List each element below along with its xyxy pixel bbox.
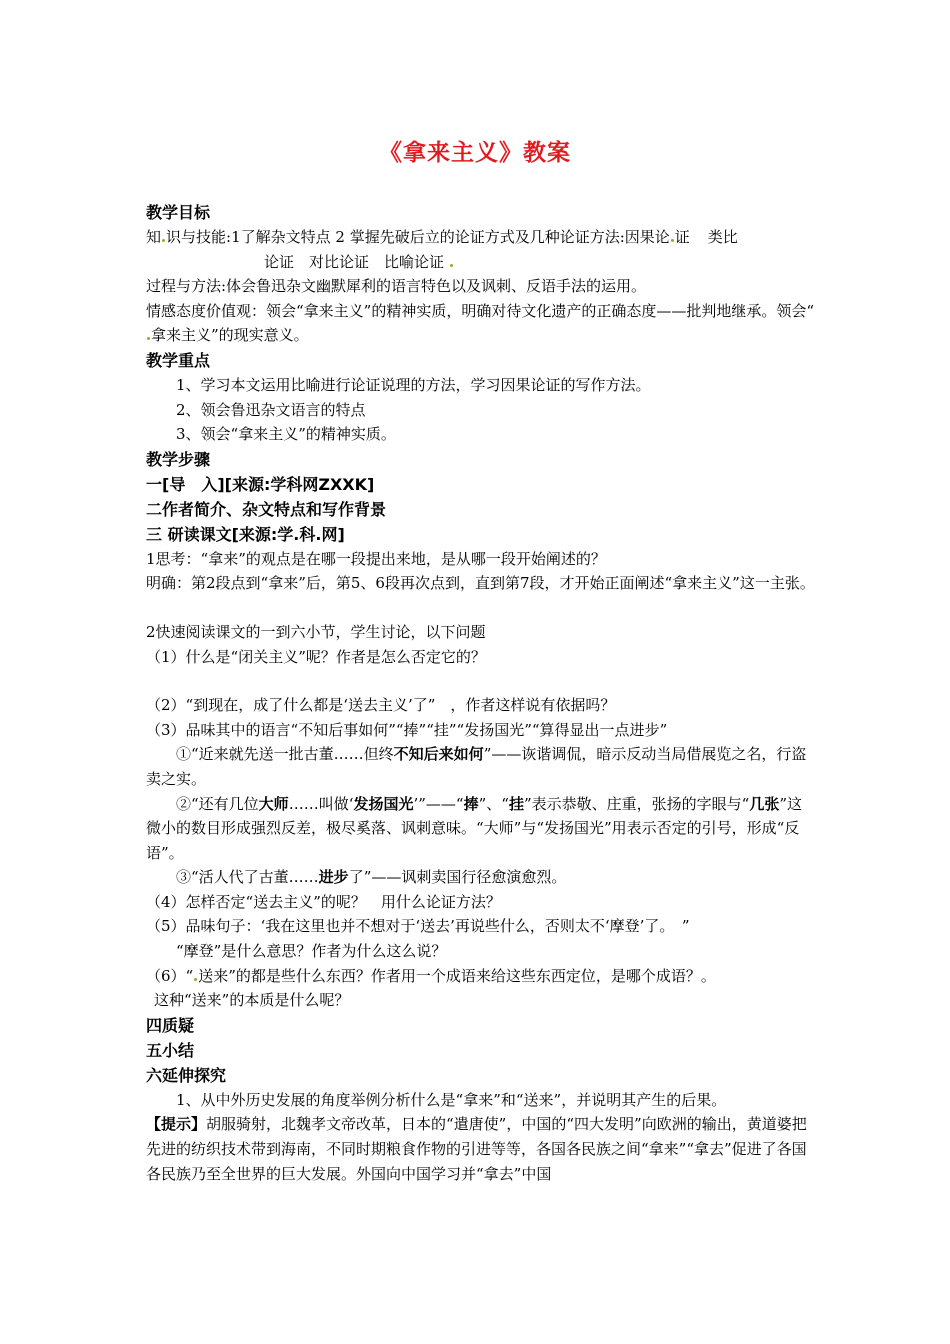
question-1: 1思考：“拿来”的观点是在哪一段提出来地，是从哪一段开始阐述的？ (146, 549, 606, 568)
bold-span: 发扬国光 (353, 794, 414, 813)
objective-knowledge (146, 225, 816, 250)
text-span: ”——诙谐调侃，暗示反动当局借展览之名，行盗卖之实。 (146, 745, 807, 788)
text-span: 了”——讽刺卖国行径愈演愈烈。 (348, 868, 567, 887)
marker-dot (194, 978, 197, 981)
text-span: 类比 (707, 228, 738, 246)
sub-question-6-cont: 这种“送来”的本质是什么呢？ (154, 991, 350, 1010)
answer-1: 明确：第2段点到“拿来”后，第5、6段再次点到，直到第7段，才开始正面阐述“拿来主义”这一主张。 (146, 574, 815, 593)
text-span: ”这微小的数目形成强烈反差，极尽奚落、讽刺意味。“大师”与“发扬国光”用表示否定的引号，形成“反语”。 (146, 794, 802, 862)
text-span: ③“活人代了古董…… (176, 868, 319, 887)
keypoint-item: 1、学习本文运用比喻进行论证说理的方法，学习因果论证的写作方法。 (176, 375, 651, 394)
step-reading: 三 研读课文[来源:学.科.网] (146, 524, 345, 544)
marker-dot (162, 239, 165, 242)
text-span: 证 (674, 228, 690, 246)
document-title: 《拿来主义》教案 (379, 140, 571, 166)
text-span: ”、“ (478, 794, 509, 813)
sub-question-5: （5）品味句子：‘我在这里也并不想对于‘送去’再说些什么，否则太不‘摩登’了。 ” (146, 917, 690, 936)
section-heading-keypoints: 教学重点 (146, 350, 211, 370)
keypoint-item: 3、领会“拿来主义”的精神实质。 (176, 425, 396, 444)
text-span: 送来”的都是些什么东西？作者用一个成语来给这些东西定位，是哪个成语？。 (198, 966, 716, 985)
step-questions: 四质疑 (146, 1015, 195, 1035)
extension-tip (146, 1112, 816, 1186)
text-span: 拿来主义”的现实意义。 (151, 326, 309, 345)
step-summary: 五小结 (146, 1040, 195, 1060)
step-intro: 一[导 入][来源:学科网ZXXK] (146, 474, 375, 494)
text-span: ……叫做‘ (288, 794, 354, 813)
keypoint-item: 2、领会鲁迅杂文语言的特点 (176, 400, 366, 419)
section-heading-objectives: 教学目标 (146, 203, 211, 222)
text-span: ’”——“ (413, 794, 464, 813)
step-extension: 六延伸探究 (146, 1065, 227, 1085)
bold-span: 捧 (463, 794, 479, 813)
marker-dot (671, 239, 674, 242)
comment-1 (146, 742, 816, 791)
text-span: 情感态度价值观：领会“拿来主义”的精神实质，明确对待文化遗产的正确态度——批判地继承。领会“ (146, 301, 815, 320)
bold-span: 几张 (749, 794, 780, 813)
marker-dot (450, 264, 453, 267)
extension-item-1: 1、从中外历史发展的角度举例分析什么是“拿来”和“送来”，并说明其产生的后果。 (176, 1090, 727, 1109)
question-2: 2快速阅读课文的一到六小节，学生讨论，以下问题 (146, 622, 486, 641)
sub-question-3: （3）品味其中的语言“不知后事如何”“捧”“挂”“发扬国光”“算得显出一点进步” (146, 720, 668, 739)
objective-process: 过程与方法:体会鲁迅杂文幽默犀利的语言特色以及讽刺、反语手法的运用。 (146, 277, 647, 296)
sub-question-5-cont: “摩登”是什么意思？作者为什么这么说？ (176, 942, 447, 961)
text-span: ②“还有几位 (176, 794, 259, 813)
objective-knowledge-cont (146, 250, 816, 275)
text-span: （6）“ (146, 966, 194, 985)
step-author: 二作者简介、杂文特点和写作背景 (146, 499, 387, 519)
comment-2 (146, 792, 816, 866)
text-span: ①“近来就先送一批古董……但终 (176, 745, 394, 764)
marker-dot (147, 337, 150, 340)
comment-3 (146, 865, 816, 890)
sub-question-2: （2）“到现在，成了什么都是‘送去主义’了” ，作者这样说有依据吗？ (146, 696, 616, 715)
bold-span: 挂 (508, 794, 524, 813)
tip-label: 【提示】 (146, 1115, 207, 1134)
section-heading-steps: 教学步骤 (146, 449, 211, 469)
sub-question-1: （1）什么是“闭关主义”呢？作者是怎么否定它的？ (146, 647, 486, 666)
text-span: 识与技能:1了解杂文特点 2 掌握先破后立的论证方式及几种论证方法:因果论 (166, 228, 670, 246)
tip-text: 胡服骑射，北魏孝文帝改革，日本的“遣唐使”，中国的“四大发明”向欧洲的输出，黄道婆把先进的纺织技术带到海南，不同时期粮食作物的引进等等，各国各民族之间“拿来”“拿去”促进了各国各民族乃至全世界的巨大发展。外国向中国学习并“拿去”中国 (146, 1115, 807, 1183)
bold-span: 大师 (258, 794, 289, 813)
bold-span: 进步 (318, 868, 349, 887)
text-span: 论证 对比论证 比喻论证 (264, 252, 445, 271)
sub-question-4: （4）怎样否定“送去主义”的呢？ 用什么论证方法？ (146, 892, 501, 911)
document-body (146, 200, 816, 1186)
text-span: 知 (146, 228, 162, 246)
objective-attitude (146, 299, 816, 348)
bold-span: 不知后来如何 (393, 745, 484, 764)
text-span: ”表示恭敬、庄重，张扬的字眼与“ (523, 794, 750, 813)
sub-question-6 (146, 964, 816, 989)
